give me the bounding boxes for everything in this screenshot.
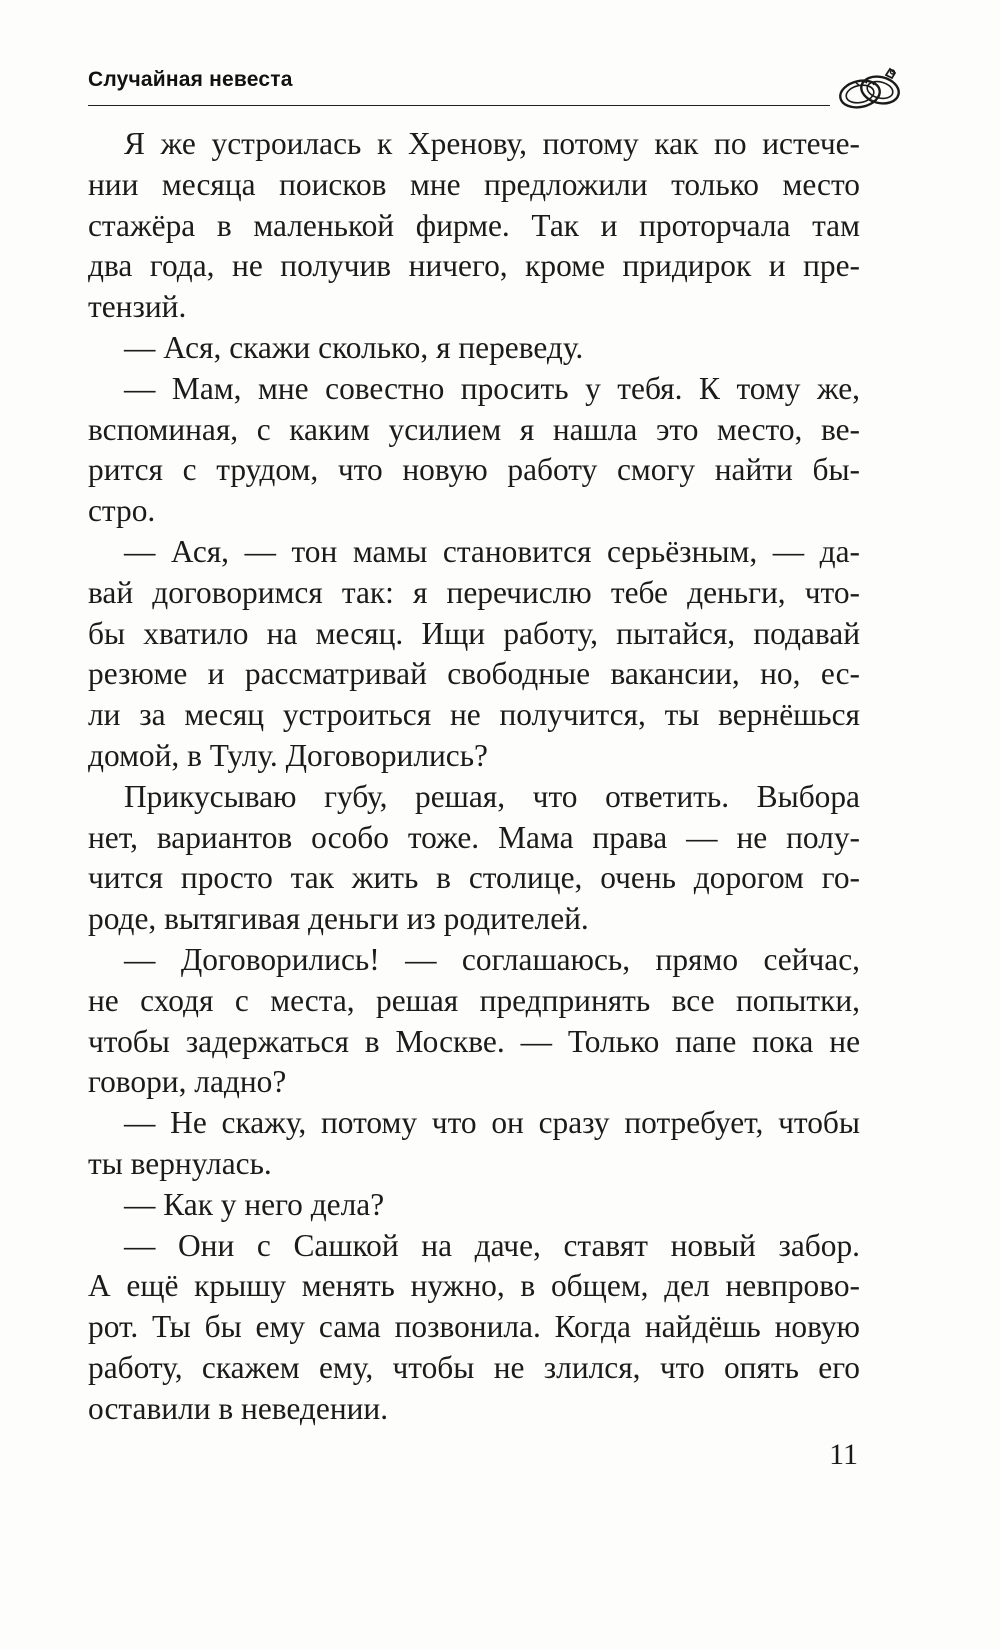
text-line: роде, вытягивая деньги из родителей. bbox=[88, 901, 589, 937]
text-line: А ещё крышу менять нужно, в общем, дел невпрово- bbox=[88, 1268, 860, 1304]
text-line: — Договорились! — соглашаюсь, прямо сейчас, bbox=[124, 941, 860, 977]
page-number: 11 bbox=[829, 1438, 858, 1471]
text-line: бы хватило на месяц. Ищи работу, пытайся, подавай bbox=[88, 615, 860, 651]
text-line: чится просто так жить в столице, очень дорогом го- bbox=[88, 860, 860, 896]
running-title: Случайная невеста bbox=[88, 68, 293, 91]
text-line: оставили в неведении. bbox=[88, 1390, 389, 1426]
text-line: — Мам, мне совестно просить у тебя. К тому же, bbox=[124, 370, 860, 406]
text-line: вспоминая, с каким усилием я нашла это место, ве- bbox=[88, 411, 860, 447]
text-line: Прикусываю губу, решая, что ответить. Выбора bbox=[124, 778, 860, 814]
wedding-rings-icon bbox=[834, 64, 908, 114]
text-line: не сходя с места, решая предпринять все попытки, bbox=[88, 982, 860, 1018]
text-line: резюме и рассматривай свободные вакансии, но, ес- bbox=[88, 656, 860, 692]
text-line: рот. Ты бы ему сама позвонила. Когда найдёшь новую bbox=[88, 1309, 860, 1345]
text-line: — Как у него дела? bbox=[124, 1186, 385, 1222]
text-line: ты вернулась. bbox=[88, 1145, 272, 1181]
text-line: чтобы задержаться в Москве. — Только папе пока не bbox=[88, 1023, 860, 1059]
text-line: два года, не получив ничего, кроме придирок и пре- bbox=[88, 248, 860, 284]
text-line: работу, скажем ему, чтобы не злился, что опять его bbox=[88, 1349, 860, 1385]
header-rule bbox=[88, 105, 830, 106]
text-line: — Не скажу, потому что он сразу потребует, чтобы bbox=[124, 1105, 860, 1141]
text-line: стажёра в маленькой фирме. Так и проторчала там bbox=[88, 207, 860, 243]
text-line: ли за месяц устроиться не получится, ты вернёшься bbox=[88, 697, 860, 733]
running-header bbox=[88, 64, 908, 114]
text-line: нии месяца поисков мне предложили только место bbox=[88, 166, 860, 202]
text-line: домой, в Тулу. Договорились? bbox=[88, 737, 488, 773]
text-line: тензий. bbox=[88, 289, 187, 325]
text-line: говори, ладно? bbox=[88, 1064, 287, 1100]
text-line: — Ася, — тон мамы становится серьёзным, — да- bbox=[124, 533, 860, 569]
text-line: рится с трудом, что новую работу смогу найти бы- bbox=[88, 452, 860, 488]
text-line: нет, вариантов особо тоже. Мама права — не полу- bbox=[88, 819, 860, 855]
text-line: — Они с Сашкой на даче, ставят новый забор. bbox=[124, 1227, 860, 1263]
text-line: вай договоримся так: я перечислю тебе деньги, что- bbox=[88, 574, 860, 610]
body-text bbox=[88, 124, 860, 1430]
text-line: стро. bbox=[88, 493, 156, 529]
text-line: Я же устроилась к Хренову, потому как по истече- bbox=[124, 126, 860, 161]
text-line: — Ася, скажи сколько, я переведу. bbox=[124, 329, 584, 365]
